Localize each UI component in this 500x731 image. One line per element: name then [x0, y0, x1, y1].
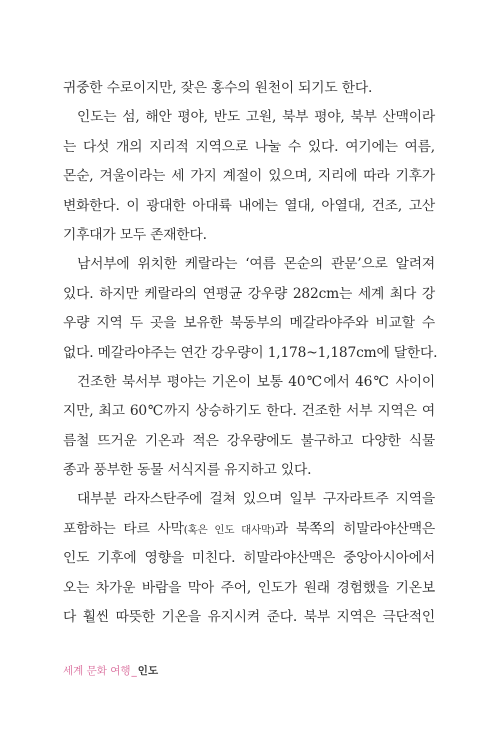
- text-line: 다 훨씬 따뜻한 기온을 유지시켜 준다. 북부 지역은 극단적인: [63, 609, 435, 626]
- text-line: 대부분 라자스탄주에 걸쳐 있으며 일부 구자라트주 지역을: [77, 491, 435, 508]
- page-footer: [63, 663, 158, 678]
- text-line: 몬순, 겨울이라는 세 가지 계절이 있으며, 지리에 따라 기후가: [63, 168, 435, 185]
- text-line: 귀중한 수로이지만, 잦은 홍수의 원천이 되기도 한다.: [63, 80, 373, 96]
- text-line: 없다. 메갈라야주는 연간 강우량이 1,178~1,187cm에 달한다.: [63, 344, 438, 361]
- text-line: 종과 풍부한 동물 서식지를 유지하고 있다.: [63, 462, 312, 479]
- text-segment: 포함하는 타르 사막: [63, 520, 184, 537]
- text-line: 우량 지역 두 곳을 보유한 북동부의 메갈라야주와 비교할 수: [63, 315, 435, 332]
- text-segment: 과 북쪽의 히말라야산맥은: [274, 520, 436, 537]
- text-line: 지만, 최고 60℃까지 상승하기도 한다. 건조한 서부 지역은 여: [63, 403, 435, 420]
- footer-separator: _: [131, 665, 137, 677]
- text-line: 름철 뜨거운 기온과 적은 강우량에도 불구하고 다양한 식물: [63, 432, 435, 449]
- parenthetical-note: (혹은 인도 대사막): [183, 523, 275, 536]
- book-title: 인도: [137, 665, 159, 677]
- text-line: 변화한다. 이 광대한 아대륙 내에는 열대, 아열대, 건조, 고산: [63, 197, 435, 214]
- text-line: 인도는 섬, 해안 평야, 반도 고원, 북부 평야, 북부 산맥이라: [77, 109, 435, 126]
- text-line: 남서부에 위치한 케랄라는 ‘여름 몬순의 관문’으로 알려져: [77, 256, 435, 273]
- text-line: 오는 차가운 바람을 막아 주어, 인도가 원래 경험했을 기온보: [63, 579, 435, 596]
- text-line: 기후대가 모두 존재한다.: [63, 226, 207, 243]
- text-line: 는 다섯 개의 지리적 지역으로 나눌 수 있다. 여기에는 여름,: [63, 138, 435, 155]
- text-line: 인도 기후에 영향을 미친다. 히말라야산맥은 중앙아시아에서: [63, 550, 435, 567]
- text-line: [63, 515, 435, 544]
- series-title: 세계 문화 여행: [63, 665, 131, 677]
- text-line: 있다. 하지만 케랄라의 연평균 강우량 282cm는 세계 최다 강: [63, 285, 435, 302]
- body-text: [63, 74, 438, 632]
- text-line: 건조한 북서부 평야는 기온이 보통 40℃에서 46℃ 사이이: [77, 373, 435, 390]
